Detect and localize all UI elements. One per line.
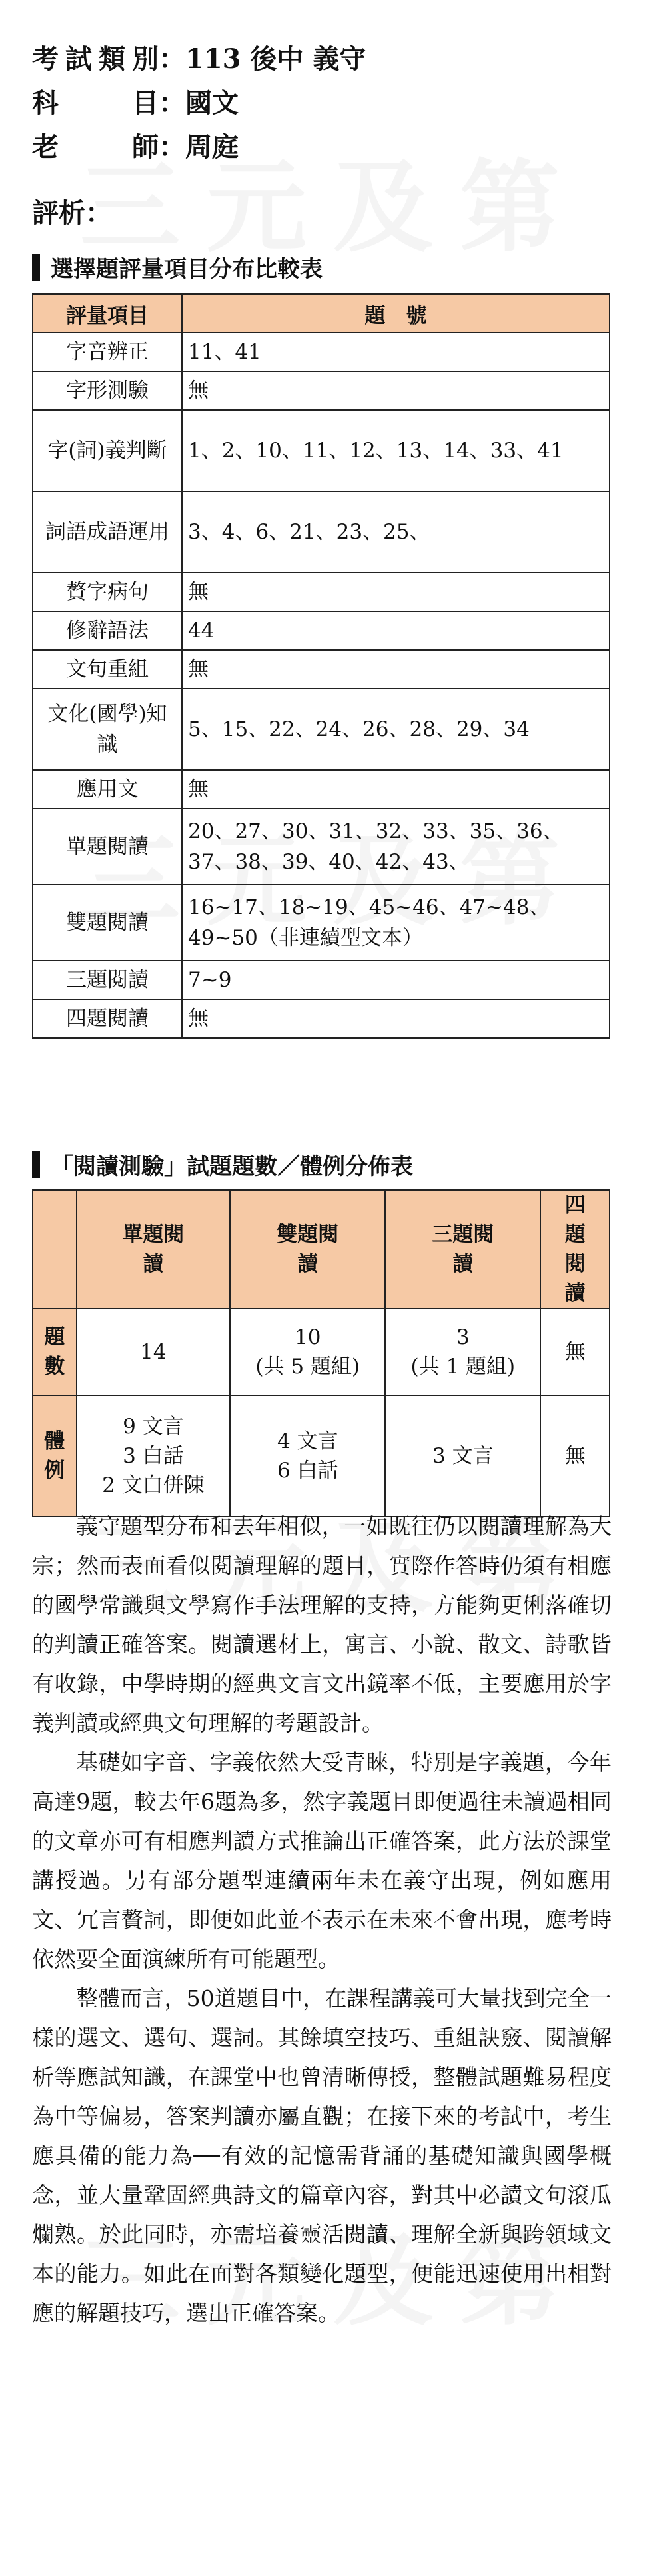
meta-subject [32,79,366,123]
header-single: 單題閱讀 [77,1190,231,1309]
table-header-row [33,294,610,333]
table-row: 字(詞)義判斷 1、2、10、11、12、13、14、33、41 [33,410,610,491]
row-label: 題數 [33,1309,77,1395]
table-row: 文化(國學)知識 5、15、22、24、26、28、29、34 [33,689,610,770]
table-header-row [33,1190,610,1309]
exam-meta [32,35,366,167]
table-row: 四題閱讀 無 [33,999,610,1038]
header-question-numbers: 題 號 [182,294,610,333]
table-row: 詞語成語運用 3、4、6、21、23、25、 [33,491,610,573]
section-bar [32,254,40,281]
meta-value: 國文 [185,87,239,119]
meta-teacher [32,123,366,167]
header-empty [33,1190,77,1309]
table2-title: 「閱讀測驗」試題題數／體例分佈表 [32,1148,413,1181]
table-row: 字形測驗 無 [33,371,610,410]
header-double: 雙題閱讀 [230,1190,385,1309]
table-row-count: 題數 14 10 (共 5 題組) 3 (共 1 題組) 無 [33,1309,610,1395]
table-row: 修辭語法 44 [33,611,610,650]
table-row: 文句重組 無 [33,650,610,689]
row-label: 體例 [33,1395,77,1517]
meta-sep: ： [159,131,185,163]
table-row-style: 體例 9 文言 3 白話 2 文白併陳 4 文言 6 白話 3 文言 無 [33,1395,610,1517]
section-bar [32,1151,40,1178]
paragraph: 整體而言，50道題目中，在課程講義可大量找到完全一樣的選文、選句、選詞。其餘填空技巧、重組訣竅、閱讀解析等應試知識，在課堂中也曾清晰傳授，整體試題難易程度為中等偏易，答案判讀亦屬直觀；在接下來的考試中，考生應具備的能力為──有效的記憶需背誦的基礎知識與國學概念，並大量鞏固經典詩文的篇章內容，對其中必讀文句滾瓜爛熟。於此同時，亦需培養靈活閱讀、理解全新與跨領域文本的能力。如此在面對各類變化題型，便能迅速使用出相對應的解題技巧，選出正確答案。 [32,1985,612,2326]
reading-test-table [32,1189,610,1517]
meta-key: 考 試 類 別 [32,43,159,75]
table-row: 雙題閱讀 16~17、18~19、45~46、47~48、49~50（非連續型文本） [33,885,610,961]
paragraph: 義守題型分布和去年相似，一如既往仍以閱讀理解為大宗；然而表面看似閱讀理解的題目，實際作答時仍須有相應的國學常識與文學寫作手法理解的支持，方能夠更俐落確切的判讀正確答案。閱讀選材上，寓言、小說、散文、詩歌皆有收錄，中學時期的經典文言文出鏡率不低，主要應用於字義判讀或經典文句理解的考題設計。 [32,1513,612,1736]
header-quad: 四題閱讀 [540,1190,610,1309]
meta-key: 科 目 [32,87,159,119]
table-row: 三題閱讀 7~9 [33,961,610,999]
analysis-body [32,1507,612,2333]
table-row: 單題閱讀 20、27、30、31、32、33、35、36、37、38、39、40、42、43、 [33,809,610,885]
meta-sep: ： [159,43,185,75]
meta-key: 老 師 [32,131,159,163]
paragraph: 基礎如字音、字義依然大受青睞，特別是字義題，今年高達9題，較去年6題為多，然字義題目即便過往未讀過相同的文章亦可有相應判讀方式推論出正確答案，此方法於課堂講授過。另有部分題型連續兩年未在義守出現，例如應用文、冗言贅詞，即便如此並不表示在未來不會出現，應考時依然要全面演練所有可能題型。 [32,1749,612,1972]
table-row: 贅字病句 無 [33,573,610,611]
meta-exam-type [32,35,366,79]
table-row: 字音辨正 11、41 [33,333,610,371]
meta-sep: ： [159,87,185,119]
analysis-label: 評析： [32,197,112,229]
assessment-distribution-table [32,293,610,1039]
header-triple: 三題閱讀 [385,1190,540,1309]
meta-value: 113 後中 義守 [185,43,366,75]
meta-value: 周庭 [185,131,239,163]
header-category: 評量項目 [33,294,182,333]
table-row: 應用文 無 [33,770,610,809]
table1-title: 選擇題評量項目分布比較表 [32,251,323,283]
